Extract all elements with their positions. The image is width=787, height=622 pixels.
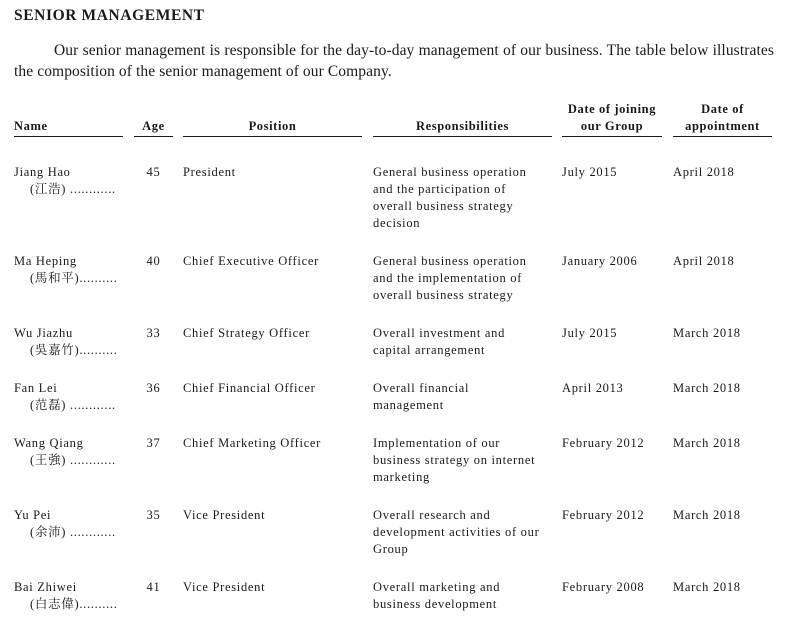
cell-name bbox=[14, 253, 129, 287]
responsibility-line: General business operation bbox=[373, 165, 527, 179]
cell-age: 37 bbox=[146, 436, 161, 450]
person-name: Bai Zhiwei bbox=[14, 580, 77, 594]
header-date-appointment bbox=[673, 101, 772, 137]
responsibility-line: development activities of our bbox=[373, 525, 540, 539]
cell-name bbox=[14, 435, 129, 469]
header-date-appointment-line1: Date of bbox=[701, 102, 744, 116]
responsibility-line: decision bbox=[373, 216, 421, 230]
header-date-appointment-line2: appointment bbox=[685, 119, 760, 133]
responsibility-line: overall business strategy bbox=[373, 288, 514, 302]
cell-name bbox=[14, 579, 129, 613]
cell-position: Chief Marketing Officer bbox=[183, 436, 322, 450]
person-name: Yu Pei bbox=[14, 508, 52, 522]
cell-position: Chief Executive Officer bbox=[183, 254, 319, 268]
person-chinese-name: (吳嘉竹).......... bbox=[30, 343, 118, 357]
responsibility-line: Implementation of our bbox=[373, 436, 501, 450]
header-date-joining-line2: our Group bbox=[580, 119, 644, 133]
person-name: Wu Jiazhu bbox=[14, 326, 73, 340]
responsibility-line: business development bbox=[373, 597, 498, 611]
cell-date-joining: April 2013 bbox=[562, 381, 624, 395]
responsibility-line: business strategy on internet bbox=[373, 453, 536, 467]
cell-position: Chief Strategy Officer bbox=[183, 326, 310, 340]
responsibility-line: General business operation bbox=[373, 254, 527, 268]
responsibility-line: capital arrangement bbox=[373, 343, 486, 357]
cell-age: 41 bbox=[146, 580, 161, 594]
person-chinese-name: (馬和平).......... bbox=[30, 271, 118, 285]
person-chinese-name: (范磊) ............ bbox=[30, 398, 116, 412]
person-chinese-name: (江浩) ............ bbox=[30, 182, 116, 196]
header-position: Position bbox=[183, 118, 362, 137]
responsibility-line: and the implementation of bbox=[373, 271, 523, 285]
cell-date-joining: January 2006 bbox=[562, 254, 638, 268]
header-responsibilities: Responsibilities bbox=[373, 118, 552, 137]
header-date-joining-line1: Date of joining bbox=[567, 102, 657, 116]
cell-date-appointment: March 2018 bbox=[673, 508, 741, 522]
responsibility-line: and the participation of bbox=[373, 182, 507, 196]
cell-age: 33 bbox=[146, 326, 161, 340]
responsibility-line: marketing bbox=[373, 470, 430, 484]
person-name: Ma Heping bbox=[14, 254, 77, 268]
responsibility-line: overall business strategy bbox=[373, 199, 514, 213]
cell-age: 45 bbox=[146, 165, 161, 179]
cell-responsibilities bbox=[373, 507, 555, 558]
person-chinese-name: (余沛) ............ bbox=[30, 525, 116, 539]
person-name: Jiang Hao bbox=[14, 165, 71, 179]
cell-date-appointment: March 2018 bbox=[673, 326, 741, 340]
responsibility-line: Overall research and bbox=[373, 508, 491, 522]
responsibility-line: Overall investment and bbox=[373, 326, 506, 340]
header-name: Name bbox=[14, 118, 123, 137]
cell-responsibilities bbox=[373, 435, 555, 486]
intro-paragraph: Our senior management is responsible for the day-to-day management of our business. The table below illustrates the composition of the senior management of our Company. bbox=[14, 42, 774, 80]
cell-name bbox=[14, 507, 129, 541]
cell-age: 35 bbox=[146, 508, 161, 522]
person-name: Fan Lei bbox=[14, 381, 58, 395]
cell-date-appointment: April 2018 bbox=[673, 254, 735, 268]
cell-name bbox=[14, 164, 129, 198]
responsibility-line: management bbox=[373, 398, 444, 412]
cell-age: 40 bbox=[146, 254, 161, 268]
cell-responsibilities bbox=[373, 164, 555, 232]
cell-date-joining: February 2012 bbox=[562, 436, 645, 450]
person-name: Wang Qiang bbox=[14, 436, 84, 450]
cell-date-joining: February 2008 bbox=[562, 580, 645, 594]
cell-name bbox=[14, 325, 129, 359]
cell-responsibilities bbox=[373, 253, 555, 304]
cell-age: 36 bbox=[146, 381, 161, 395]
cell-position: Chief Financial Officer bbox=[183, 381, 316, 395]
cell-date-appointment: March 2018 bbox=[673, 580, 741, 594]
header-age: Age bbox=[134, 118, 173, 137]
cell-responsibilities bbox=[373, 325, 555, 359]
section-heading: SENIOR MANAGEMENT bbox=[14, 7, 205, 24]
responsibility-line: Overall marketing and bbox=[373, 580, 501, 594]
person-chinese-name: (白志偉).......... bbox=[30, 597, 118, 611]
cell-name bbox=[14, 380, 129, 414]
person-chinese-name: (王強) ............ bbox=[30, 453, 116, 467]
cell-responsibilities bbox=[373, 380, 555, 414]
header-date-joining bbox=[562, 101, 662, 137]
cell-date-joining: July 2015 bbox=[562, 165, 618, 179]
cell-date-appointment: March 2018 bbox=[673, 436, 741, 450]
cell-position: Vice President bbox=[183, 580, 266, 594]
cell-position: President bbox=[183, 165, 236, 179]
responsibility-line: Overall financial bbox=[373, 381, 470, 395]
cell-date-joining: July 2015 bbox=[562, 326, 618, 340]
cell-responsibilities bbox=[373, 579, 555, 613]
cell-date-appointment: March 2018 bbox=[673, 381, 741, 395]
cell-date-appointment: April 2018 bbox=[673, 165, 735, 179]
cell-date-joining: February 2012 bbox=[562, 508, 645, 522]
responsibility-line: Group bbox=[373, 542, 409, 556]
cell-position: Vice President bbox=[183, 508, 266, 522]
